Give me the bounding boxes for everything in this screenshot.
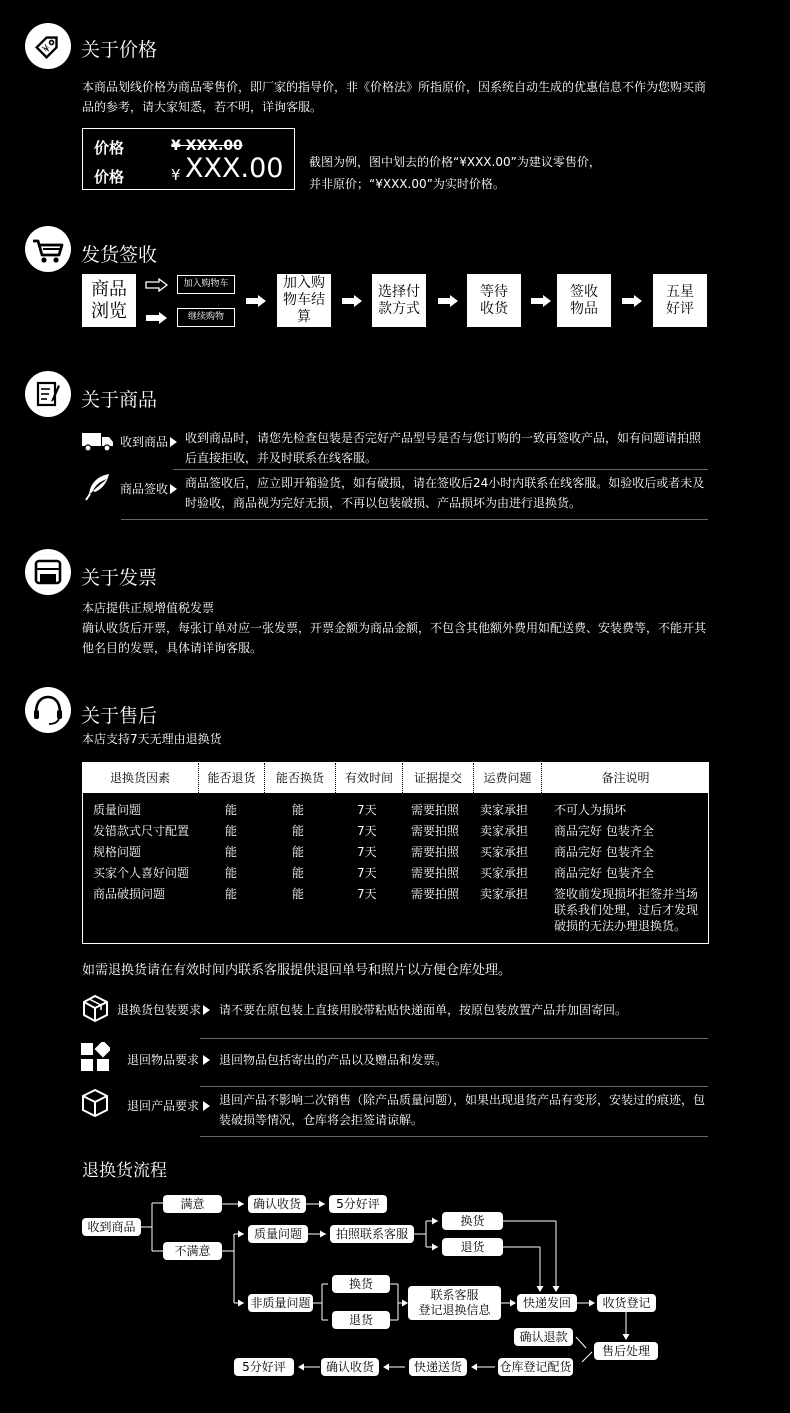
price-example-box bbox=[82, 128, 295, 190]
yen-symbol: ¥ bbox=[171, 166, 181, 184]
th-freight: 运费问题 bbox=[473, 763, 541, 793]
price-title: 关于价格 bbox=[81, 39, 158, 61]
table-cell: 能 bbox=[292, 803, 305, 817]
flow-contact-register bbox=[408, 1286, 501, 1320]
table-cell: 能 bbox=[292, 824, 305, 838]
th-exchange: 能否换货 bbox=[264, 763, 335, 793]
product-requirement-text: 退回产品不影响二次销售（除产品质量问题），如果出现退货产品有变形，安装过的痕迹，包装破损等情况，仓库将会拒签请谅解。 bbox=[219, 1093, 706, 1127]
flow-after-process: 售后处理 bbox=[594, 1342, 658, 1360]
flow-five-star-2: 5分好评 bbox=[234, 1358, 294, 1376]
th-remark: 备注说明 bbox=[541, 763, 709, 793]
sign-goods-label: 商品签收 bbox=[120, 482, 169, 496]
aftersale-support: 本店支持7天无理由退换货 bbox=[82, 732, 222, 746]
return-notice: 如需退换货请在有效时间内联系客服提供退回单号和照片以方便仓库处理。 bbox=[82, 963, 512, 978]
flow-exchange: 换货 bbox=[442, 1212, 503, 1230]
table-cell: 质量问题 bbox=[93, 803, 142, 817]
table-cell: 能 bbox=[292, 866, 305, 880]
table-cell: 签收前发现损坏拒签并当场联系我们处理，过后才发现破损的无法办理退换货。 bbox=[554, 887, 699, 933]
strike-price: ¥ XXX.00 bbox=[171, 138, 243, 154]
flow-return-2: 退货 bbox=[332, 1311, 390, 1329]
headset-icon bbox=[25, 687, 71, 733]
pack-requirement-label: 退换货包装要求 bbox=[117, 1003, 202, 1017]
goods-requirement-text: 退回物品包括寄出的产品以及赠品和发票。 bbox=[219, 1053, 448, 1067]
flow-satisfied: 满意 bbox=[163, 1195, 222, 1213]
flow-return: 退货 bbox=[442, 1238, 503, 1256]
table-cell: 需要拍照 bbox=[411, 887, 460, 901]
table-cell: 7天 bbox=[357, 845, 377, 859]
invoice-line2: 确认收货后开票，每张订单对应一张发票，开票金额为商品金额，不包含其他额外费用如配送费、安装费等，不能开其他名目的发票，具体请详询客服。 bbox=[82, 621, 707, 655]
step-payment: 选择付款方式 bbox=[372, 274, 426, 327]
receive-goods-label: 收到商品 bbox=[120, 435, 169, 449]
price-description: 本商品划线价格为商品零售价，即厂家的指导价，非《价格法》所指原价，因系统自动生成的优惠信息不作为您购买商品的参考，请大家知悉，若不明，详询客服。 bbox=[82, 80, 707, 114]
price-note-line1: 截图为例，图中划去的价格“¥XXX.00”为建议零售价， bbox=[309, 155, 601, 169]
table-cell: 商品完好 包装齐全 bbox=[554, 824, 654, 838]
arrow-icon-4 bbox=[530, 294, 552, 308]
goods-title: 关于商品 bbox=[81, 389, 158, 411]
flow-contact-line2: 登记退换信息 bbox=[418, 1303, 491, 1317]
triangle-right-icon-3 bbox=[203, 1005, 210, 1015]
return-divider-2 bbox=[200, 1086, 708, 1087]
flow-express-return: 快递发回 bbox=[517, 1294, 577, 1312]
table-cell: 能 bbox=[225, 887, 238, 901]
pack-requirement-text: 请不要在原包装上直接用胶带粘贴快递面单，按原包装放置产品并加固寄回。 bbox=[219, 1003, 628, 1017]
flow-five-star: 5分好评 bbox=[329, 1195, 387, 1213]
flow-warehouse-register: 仓库登记配货 bbox=[499, 1360, 572, 1374]
arrow-icon-2 bbox=[341, 294, 363, 308]
table-cell: 商品完好 包装齐全 bbox=[554, 845, 654, 859]
document-pen-icon bbox=[25, 371, 71, 417]
table-cell: 不可人为损坏 bbox=[554, 803, 627, 817]
goods-requirement-label: 退回物品要求 bbox=[127, 1053, 200, 1067]
table-cell: 能 bbox=[225, 803, 238, 817]
table-cell: 需要拍照 bbox=[411, 803, 460, 817]
invoice-title: 关于发票 bbox=[81, 567, 158, 589]
return-divider-1 bbox=[200, 1038, 708, 1039]
arrow-icon-1 bbox=[245, 294, 267, 308]
return-divider-3 bbox=[200, 1136, 708, 1137]
flow-non-quality: 非质量问题 bbox=[248, 1294, 313, 1312]
svg-text:¥: ¥ bbox=[40, 43, 54, 56]
table-cell: 发错款式尺寸配置 bbox=[93, 824, 190, 838]
table-cell: 买家个人喜好问题 bbox=[93, 866, 190, 880]
solid-arrow-icon bbox=[145, 311, 169, 325]
table-cell: 商品破损问题 bbox=[93, 887, 166, 901]
th-return: 能否退货 bbox=[198, 763, 264, 793]
table-cell: 能 bbox=[225, 866, 238, 880]
real-price: XXX.00 bbox=[185, 153, 284, 184]
table-cell: 能 bbox=[292, 887, 305, 901]
table-cell: 需要拍照 bbox=[411, 866, 460, 880]
flow-title: 退换货流程 bbox=[82, 1161, 167, 1181]
arrow-icon-5 bbox=[621, 294, 643, 308]
shopping-cart-icon bbox=[25, 226, 71, 272]
invoice-line1: 本店提供正规增值税发票 bbox=[82, 601, 215, 615]
flow-received: 收到商品 bbox=[82, 1218, 141, 1236]
triangle-right-icon-4 bbox=[203, 1055, 210, 1065]
continue-shopping-small: 继续购物 bbox=[177, 308, 235, 327]
printer-icon bbox=[25, 549, 71, 595]
price-label-1: 价格 bbox=[94, 139, 125, 157]
table-cell: 卖家承担 bbox=[480, 887, 529, 901]
flow-confirm-refund: 确认退款 bbox=[514, 1328, 573, 1346]
goods-divider-1 bbox=[173, 469, 708, 470]
product-requirement-label: 退回产品要求 bbox=[127, 1099, 200, 1113]
flow-receive-register: 收货登记 bbox=[597, 1294, 656, 1312]
triangle-right-icon-5 bbox=[203, 1101, 210, 1111]
table-cell: 买家承担 bbox=[480, 866, 529, 880]
table-cell: 能 bbox=[225, 824, 238, 838]
table-cell: 7天 bbox=[357, 887, 377, 901]
table-cell: 卖家承担 bbox=[480, 824, 529, 838]
table-cell: 需要拍照 bbox=[411, 824, 460, 838]
table-cell: 卖家承担 bbox=[480, 803, 529, 817]
table-cell: 商品完好 包装齐全 bbox=[554, 866, 654, 880]
triangle-right-icon bbox=[170, 437, 177, 447]
triangle-right-icon-2 bbox=[170, 484, 177, 494]
step-sign: 签收物品 bbox=[557, 274, 611, 327]
flow-unsatisfied: 不满意 bbox=[163, 1242, 222, 1260]
step-review: 五星好评 bbox=[653, 274, 707, 327]
receive-goods-text: 收到商品时，请您先检查包装是否完好产品型号是否与您订购的一致再签收产品，如有问题请拍照后直接拒收，并及时联系在线客服。 bbox=[185, 431, 702, 465]
arrow-icon-3 bbox=[437, 294, 459, 308]
feather-icon bbox=[85, 473, 111, 501]
flow-confirm-receipt: 确认收货 bbox=[248, 1195, 306, 1213]
goods-divider-2 bbox=[121, 519, 708, 520]
price-label-2: 价格 bbox=[94, 168, 125, 186]
delivery-truck-icon bbox=[82, 432, 114, 452]
sign-goods-text: 商品签收后，应立即开箱验货，如有破损，请在签收后24小时内联系在线客服。如验收后或者未及时验收，商品视为完好无损，不再以包装破损、产品损坏为由进行退换货。 bbox=[185, 476, 705, 510]
price-tag-icon bbox=[25, 23, 71, 69]
grid-blocks-icon bbox=[80, 1042, 110, 1072]
shipping-title: 发货签收 bbox=[81, 244, 158, 266]
flow-confirm-receipt-2: 确认收货 bbox=[321, 1358, 379, 1376]
th-factor: 退换货因素 bbox=[109, 771, 170, 785]
table-cell: 7天 bbox=[357, 803, 377, 817]
table-cell: 7天 bbox=[357, 824, 377, 838]
table-cell: 能 bbox=[225, 845, 238, 859]
flow-photo-contact: 拍照联系客服 bbox=[330, 1225, 414, 1243]
flow-exchange-2: 换货 bbox=[332, 1275, 390, 1293]
price-note-line2: 并非原价；“¥XXX.00”为实时价格。 bbox=[309, 177, 505, 191]
th-time: 有效时间 bbox=[335, 763, 402, 793]
table-cell: 7天 bbox=[357, 866, 377, 880]
step-checkout: 加入购物车结算 bbox=[277, 274, 331, 327]
flow-contact-line1: 联系客服 bbox=[430, 1288, 479, 1302]
flow-quality-issue: 质量问题 bbox=[248, 1225, 308, 1243]
add-cart-small: 加入购物车 bbox=[177, 275, 235, 294]
table-cell: 规格问题 bbox=[93, 845, 142, 859]
package-box-icon bbox=[80, 993, 110, 1023]
return-policy-table bbox=[82, 762, 709, 944]
flow-express-send: 快递送货 bbox=[409, 1358, 467, 1376]
table-cell: 能 bbox=[292, 845, 305, 859]
aftersale-title: 关于售后 bbox=[81, 705, 158, 727]
cube-icon bbox=[80, 1088, 110, 1118]
th-evidence: 证据提交 bbox=[402, 763, 473, 793]
table-cell: 买家承担 bbox=[480, 845, 529, 859]
flow-connectors bbox=[0, 1180, 790, 1390]
step-browse: 商品浏览 bbox=[82, 274, 136, 327]
step-wait: 等待收货 bbox=[467, 274, 521, 327]
hollow-arrow-icon bbox=[145, 278, 169, 292]
table-cell: 需要拍照 bbox=[411, 845, 460, 859]
